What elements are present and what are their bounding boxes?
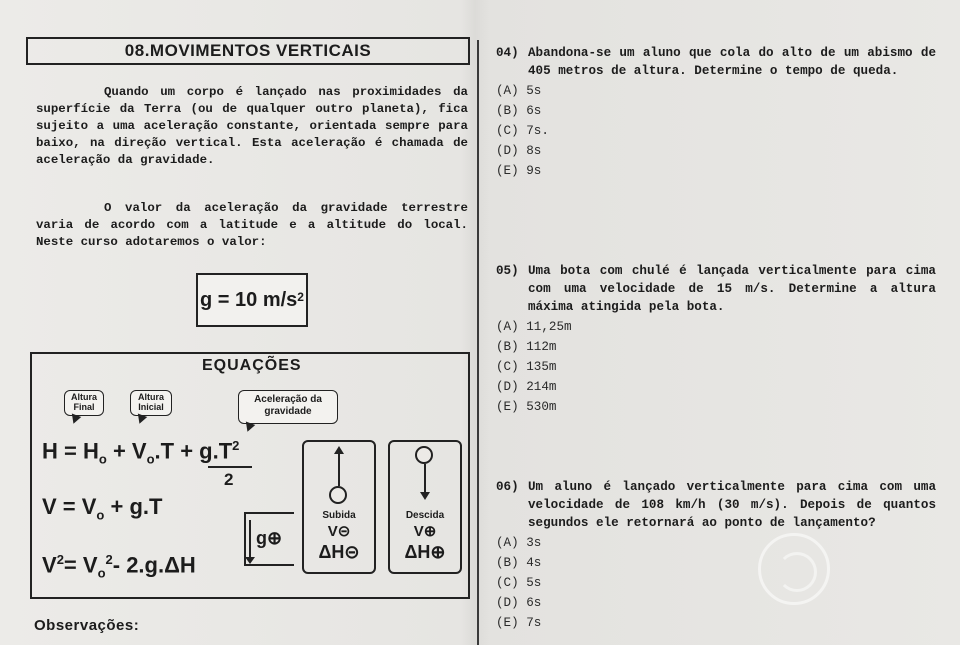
column-divider — [477, 40, 479, 645]
fall-panel — [388, 440, 462, 574]
option-b: (B) 112m — [496, 340, 557, 354]
option-a: (A) 3s — [496, 536, 542, 550]
gravity-exponent: 2 — [297, 290, 304, 304]
question-stem: Uma bota com chulé é lançada verticalmente para cima com uma velocidade de 15 m/s. Determine a altura máxima atingida pela bota. — [528, 264, 936, 314]
option-a: (A) 11,25m — [496, 320, 572, 334]
down-arrow-icon — [420, 492, 430, 500]
option-e: (E) 7s — [496, 616, 542, 630]
bubble-initial-height: Altura Inicial — [130, 390, 172, 416]
option-c: (C) 5s — [496, 576, 542, 590]
options-list — [496, 533, 936, 633]
gravity-direction-badge: g⊕ — [244, 512, 294, 566]
option-e: (E) 530m — [496, 400, 557, 414]
question-stem: Um aluno é lançado verticalmente para cima com uma velocidade de 108 km/h (30 m/s). Depois de quantos segundos ele retornará ao ponto de lançamento? — [528, 480, 936, 530]
bubble-tail — [243, 422, 255, 434]
equations-title: EQUAÇÕES — [202, 357, 302, 374]
option-d: (D) 8s — [496, 144, 542, 158]
fall-height-sign: ΔH⊕ — [404, 542, 446, 562]
question-04 — [496, 44, 936, 181]
bubble-tail — [135, 414, 147, 426]
bubble-tail — [69, 414, 81, 426]
torricelli-equation: $V^2= V_o^2-$ 2.g.ΔH — [42, 552, 196, 581]
option-b: (B) 6s — [496, 104, 542, 118]
question-number: 04) — [496, 46, 519, 60]
equations-box — [30, 352, 470, 599]
fall-label: Descida — [405, 510, 445, 521]
bubble-final-height: Altura Final — [64, 390, 104, 416]
rise-height-sign: ΔH⊝ — [318, 542, 360, 562]
observations-heading: Observações: — [34, 617, 140, 634]
fall-velocity-sign: V⊕ — [413, 523, 437, 540]
question-number: 05) — [496, 264, 519, 278]
question-stem: Abandona-se um aluno que cola do alto de um abismo de 405 metros de altura. Determine o tempo de queda. — [528, 46, 936, 78]
options-list — [496, 317, 936, 417]
option-b: (B) 4s — [496, 556, 542, 570]
rise-label: Subida — [322, 510, 356, 521]
fraction-bar — [208, 466, 252, 468]
down-arrow-icon — [249, 520, 251, 560]
bubble-gravity: Aceleração da gravidade — [238, 390, 338, 424]
intro-paragraph: Quando um corpo é lançado nas proximidades da superfície da Terra (ou de qualquer outro planeta), fica sujeito a uma aceleração constante, orientada sempre para baixo, na direção vertical. Esta aceleração é chamada de aceleração da gravidade. — [36, 85, 468, 167]
ball-icon — [415, 446, 433, 464]
option-c: (C) 7s. — [496, 124, 549, 138]
fraction-denominator: 2 — [224, 470, 234, 489]
question-06 — [496, 478, 936, 633]
height-equation: $H = H_o + V_o.T + g.T^2$ — [42, 438, 240, 467]
rise-velocity-sign: V⊝ — [327, 523, 351, 540]
gravity-value-box — [196, 273, 308, 327]
gravity-value: g = 10 m/s — [200, 288, 298, 311]
rise-panel — [302, 440, 376, 574]
option-a: (A) 5s — [496, 84, 542, 98]
option-d: (D) 6s — [496, 596, 542, 610]
options-list — [496, 81, 936, 181]
option-d: (D) 214m — [496, 380, 557, 394]
gravity-paragraph: O valor da aceleração da gravidade terrestre varia de acordo com a latitude e a altitude do local. Neste curso adotaremos o valor: — [36, 201, 468, 249]
option-c: (C) 135m — [496, 360, 557, 374]
section-title: 08.MOVIMENTOS VERTICAIS — [26, 37, 470, 65]
question-number: 06) — [496, 480, 519, 494]
question-05 — [496, 262, 936, 417]
velocity-equation: $V = V_o + g.T$ — [42, 494, 163, 523]
broadcaster-logo-icon — [758, 533, 830, 605]
ball-icon — [329, 486, 347, 504]
option-e: (E) 9s — [496, 164, 542, 178]
